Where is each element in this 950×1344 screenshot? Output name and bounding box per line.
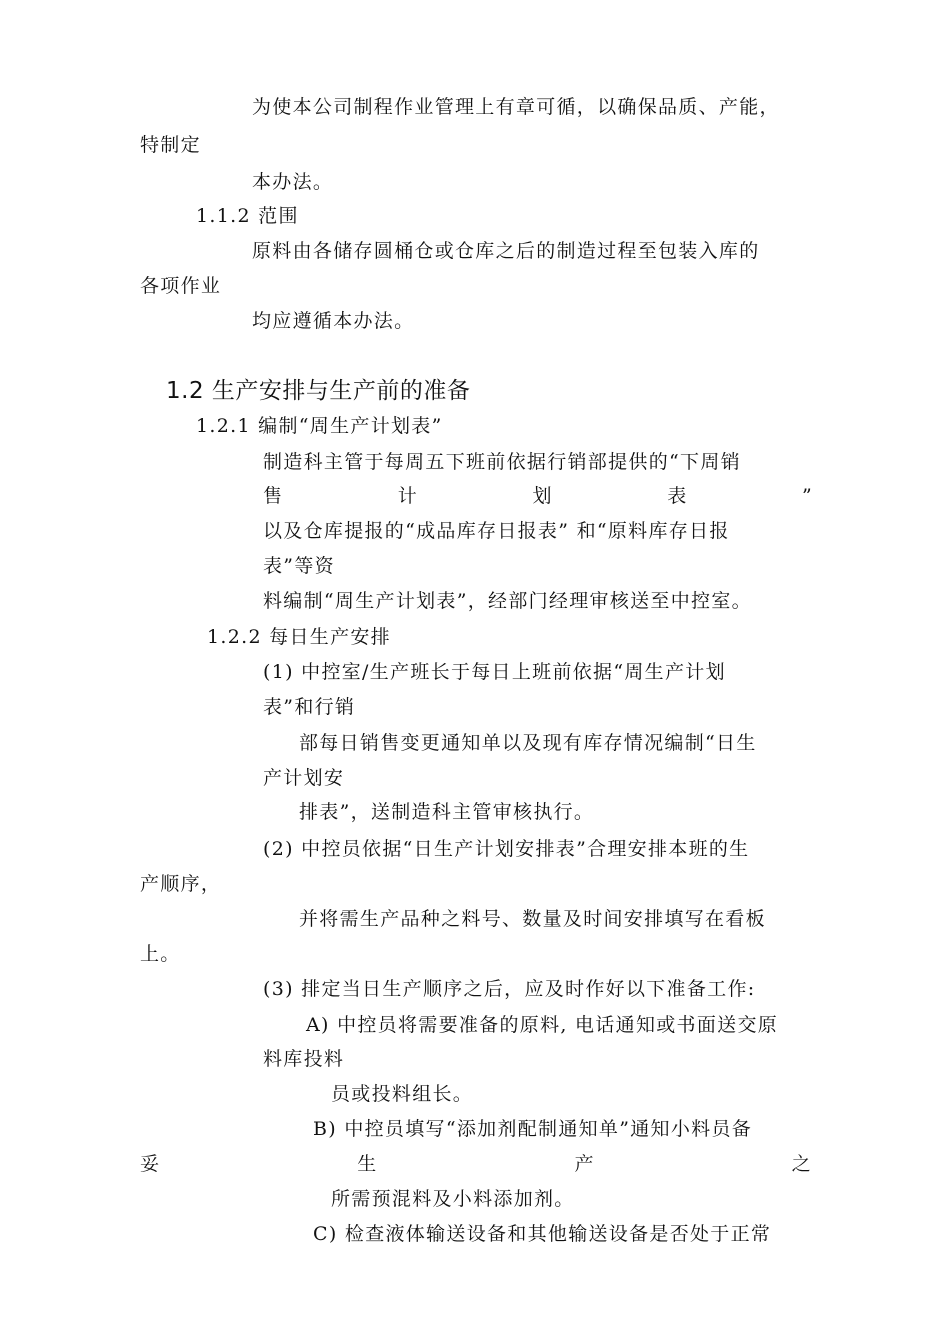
text-line: 以及仓库提报的“成品库存日报表” 和“原料库存日报 [263,520,730,542]
text-line: (1) 中控室/生产班长于每日上班前依据“周生产计划 [263,661,726,683]
spread-text-line [140,1152,812,1176]
text-line: 料编制“周生产计划表”，经部门经理审核送至中控室。 [263,590,752,612]
text-line: 所需预混料及小料添加剂。 [331,1188,575,1210]
text-line: 并将需生产品种之料号、数量及时间安排填写在看板 [299,908,766,930]
spread-char: 妥 [140,1153,161,1175]
text-line: 料库投料 [263,1048,345,1070]
spread-char: ” [801,485,813,507]
text-line: 各项作业 [140,275,222,297]
text-line: 为使本公司制程作业管理上有章可循，以确保品质、产能， [252,96,780,118]
spread-char: 售 [263,485,284,507]
text-line: B) 中控员填写“添加剂配制通知单”通知小料员备 [313,1118,753,1140]
text-line: 排表”，送制造科主管审核执行。 [299,801,595,823]
spread-char: 表 [667,485,688,507]
text-line: 原料由各储存圆桶仓或仓库之后的制造过程至包装入库的 [252,240,760,262]
spread-char: 划 [532,485,553,507]
text-line: 特制定 [140,134,201,156]
text-line: 产计划安 [263,767,345,789]
section-heading-1-2: 1.2 生产安排与生产前的准备 [166,378,471,404]
text-line: 产顺序， [140,873,222,895]
section-number-1-2-1: 1.2.1 编制“周生产计划表” [196,415,443,437]
text-line: 制造科主管于每周五下班前依据行销部提供的“下周销 [263,451,741,473]
text-line: A) 中控员将需要准备的原料, 电话通知或书面送交原 [306,1014,779,1036]
text-line: 表”等资 [263,555,335,577]
text-line: 上。 [140,943,181,965]
spread-char: 计 [397,485,419,507]
spread-char: 产 [574,1153,595,1175]
text-line: 员或投料组长。 [331,1083,474,1105]
text-line: C) 检查液体输送设备和其他输送设备是否处于正常 [313,1223,772,1245]
text-line: 表”和行销 [263,696,356,718]
text-line: 部每日销售变更通知单以及现有库存情况编制“日生 [299,732,757,754]
section-number-1-1-2: 1.1.2 范围 [196,205,299,227]
spread-char: 生 [357,1153,378,1175]
text-line: 本办法。 [252,171,334,193]
text-line: (3) 排定当日生产顺序之后，应及时作好以下准备工作: [263,978,756,1000]
text-line: 均应遵循本办法。 [252,310,415,332]
spread-char: 之 [791,1153,812,1175]
section-number-1-2-2: 1.2.2 每日生产安排 [207,626,391,648]
spread-text-line [263,484,813,508]
text-line: (2) 中控员依据“日生产计划安排表”合理安排本班的生 [263,838,750,860]
